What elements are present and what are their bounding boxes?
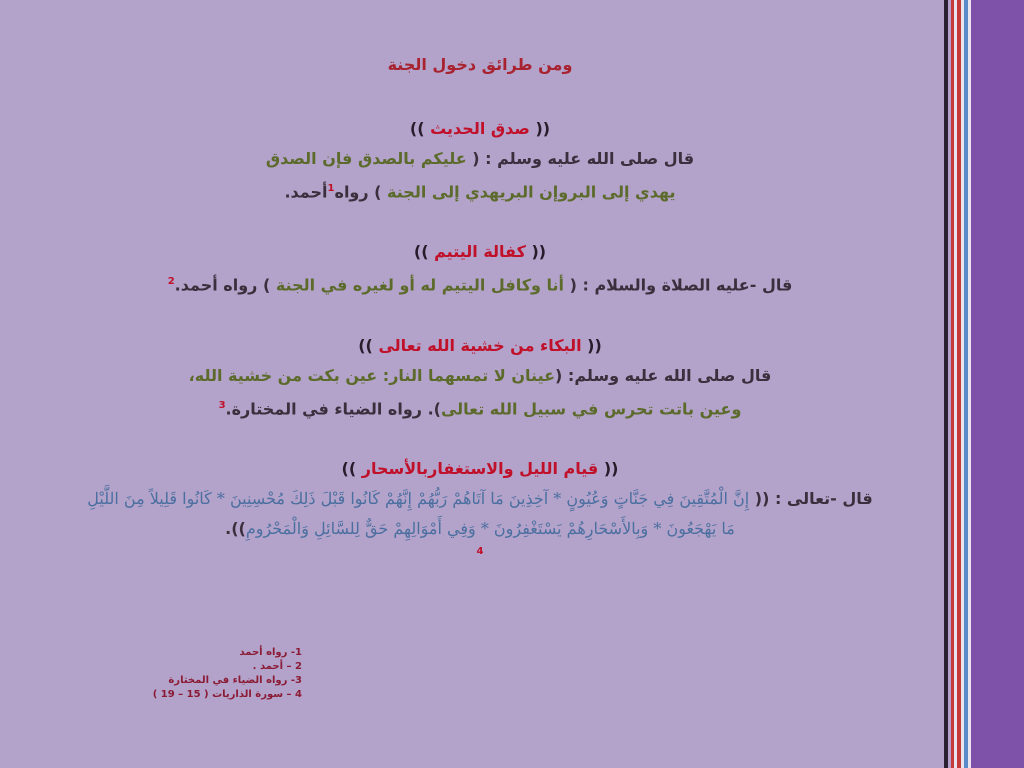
footnote-ref: 2 (167, 276, 175, 288)
hadith-quote: يهدي إلى البروإن البريهدي إلى الجنة (387, 182, 676, 202)
hadith-quote: أنا وكافل اليتيم له أو لغيره في الجنة (275, 275, 565, 295)
heading-open-bracket: (( (531, 242, 547, 262)
heading-close-bracket: )) (341, 458, 357, 478)
heading-close-bracket: )) (358, 335, 373, 355)
verse-ref-row (60, 544, 900, 557)
hadith-quote: عينان لا تمسهما النار: عين بكت من خشية الله، (188, 365, 556, 385)
footnote-ref: 1 (327, 183, 335, 194)
hadith-source: ) رواه (334, 182, 382, 202)
hadith-1-line-1 (60, 144, 900, 174)
hadith-quote: عليكم بالصدق فإن الصدق (265, 149, 467, 168)
footnote-4: 4 – سورة الذاريات ( 15 – 19 ) (152, 689, 302, 700)
hadith-3-line-2 (60, 391, 900, 424)
footnote-1: 1- رواه أحمد (239, 647, 302, 658)
heading-open-bracket: (( (603, 458, 619, 478)
footnote-ref: 4 (476, 545, 484, 557)
heading-weeping (60, 331, 900, 361)
hadith-2-line-1 (60, 267, 900, 300)
verse-line-1 (60, 484, 900, 514)
hadith-source: ) رواه أحمد. (174, 275, 271, 295)
heading-close-bracket: )) (413, 242, 429, 262)
verse-outro: )). (225, 518, 246, 538)
hadith-source: ). رواه الضياء في المختارة. (225, 398, 441, 418)
verse-line-2 (60, 514, 900, 544)
hadith-intro: قال صلى الله عليه وسلم: ( (555, 365, 772, 385)
quran-verse: إِنَّ الْمُتَّقِينَ فِي جَنَّاتٍ وَعُيُونٍ * آخِذِينَ مَا آتَاهُمْ رَبُّهُمْ إِنَّهُمْ كَانُوا قَبْلَ ذَلِكَ مُحْسِنِينَ * كَانُوا قَلِيلاً مِنَ اللَّيْلِ (87, 488, 750, 508)
decorative-stripes (944, 0, 1024, 768)
verse-intro: قال -تعالى : (( (754, 488, 873, 508)
hadith-source: أحمد. (284, 182, 328, 202)
slide-title: ومن طرائق دخول الجنة (387, 55, 573, 74)
footnote-3: 3- رواه الضياء في المختارة (168, 675, 302, 686)
hadith-3-line-1 (60, 361, 900, 391)
hadith-intro: قال صلى الله عليه وسلم : ( (472, 149, 695, 168)
footnote-2: 2 – أحمد . (252, 661, 302, 672)
heading-truthfulness (60, 114, 900, 144)
heading-open-bracket: (( (587, 335, 602, 355)
heading-text: كفالة اليتيم (434, 242, 526, 262)
heading-text: صدق الحديث (430, 119, 530, 138)
quran-verse: مَا يَهْجَعُونَ * وَبِالأَسْحَارِهُمْ يَسْتَغْفِرُونَ * وَفِي أَمْوَالِهِمْ حَقٌّ لِلسَّائِلِ وَالْمَحْرُومِ (245, 518, 735, 538)
hadith-1-line-2 (60, 174, 900, 207)
hadith-intro: قال -عليه الصلاة والسلام : ( (569, 275, 793, 295)
slide-content (60, 50, 900, 557)
heading-night-prayer (60, 454, 900, 484)
heading-text: البكاء من خشية الله تعالى (378, 335, 582, 355)
heading-close-bracket: )) (409, 119, 425, 138)
footnotes (140, 646, 302, 702)
footnote-ref: 3 (218, 399, 226, 411)
heading-orphan-care (60, 237, 900, 267)
hadith-quote: وعين باتت تحرس في سبيل الله تعالى (440, 398, 742, 418)
heading-open-bracket: (( (535, 119, 551, 138)
heading-text: قيام الليل والاستغفاربالأسحار (361, 458, 599, 478)
